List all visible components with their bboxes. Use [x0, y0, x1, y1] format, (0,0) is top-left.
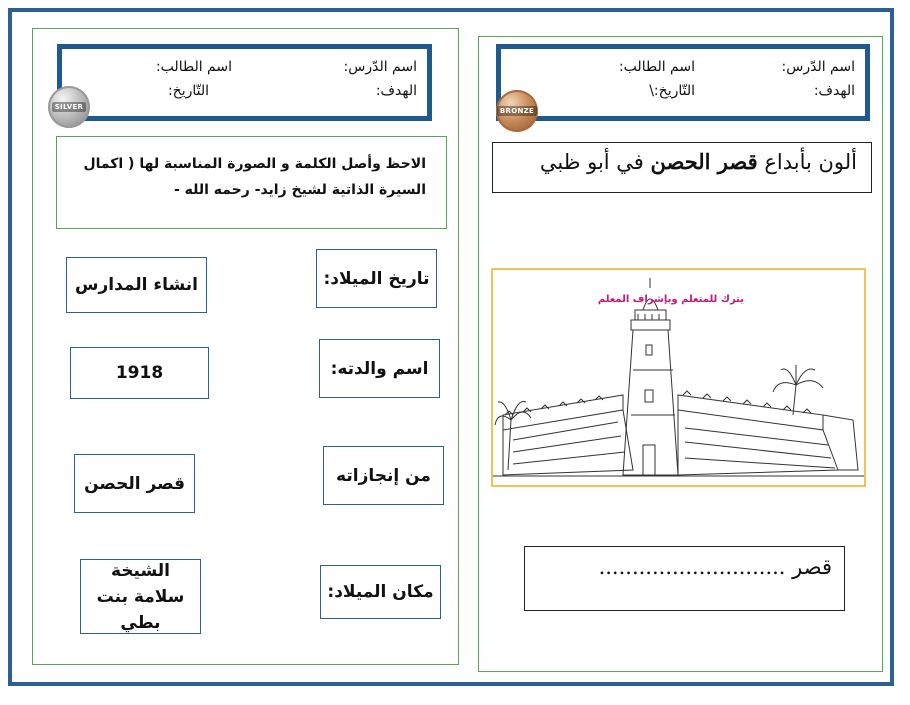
question-card-mother-name[interactable]: [319, 339, 440, 398]
answer-card-fort[interactable]: [74, 454, 195, 513]
answer-fill-box[interactable]: [524, 546, 845, 611]
question-text: اسم والدته:: [330, 358, 429, 379]
answer-card-year[interactable]: [70, 347, 209, 399]
goal-label: الهدف:: [813, 83, 855, 99]
question-text: تاريخ الميلاد:: [323, 268, 430, 289]
question-card-birth-place[interactable]: [320, 565, 441, 619]
date-label: التّاريخ:: [167, 83, 209, 99]
silver-medal-icon: SILVER: [48, 86, 90, 128]
question-text: من إنجازاته: [336, 465, 431, 486]
instruction-box: [56, 136, 447, 229]
title-suffix: في أبو ظبي: [539, 150, 651, 174]
coloring-title-box: [492, 142, 872, 193]
lesson-name-label: اسم الدّرس:: [781, 59, 855, 75]
question-text: مكان الميلاد:: [327, 582, 434, 602]
answer-text: الشيخة سلامة بنت بطي: [96, 560, 185, 633]
student-name-label: اسم الطالب:: [155, 59, 232, 75]
bronze-medal-icon: BRONZE: [496, 90, 538, 132]
title-bold-fort: قصر الحصن: [650, 149, 758, 174]
answer-card-mother[interactable]: [80, 559, 201, 634]
date-label: التّاريخ:\: [649, 83, 695, 99]
answer-fill-text: قصر ............................: [598, 555, 832, 579]
answer-text: انشاء المدارس: [75, 275, 199, 295]
lesson-name-label: اسم الدّرس:: [343, 59, 417, 75]
answer-card-schools[interactable]: [66, 257, 207, 313]
instruction-text: الاحظ وأصل الكلمة و الصورة المناسبة لها ( اكمال السيرة الذاتية لشيخ زايد- رحمه الله -: [83, 156, 426, 198]
left-header-box: [57, 44, 432, 121]
question-card-birth-date[interactable]: [316, 249, 437, 308]
fort-coloring-image: [491, 268, 866, 487]
student-name-label: اسم الطالب:: [618, 59, 695, 75]
image-caption: يترك للمتعلم وبإشراف المعلم: [597, 294, 744, 305]
question-card-achievements[interactable]: [323, 446, 444, 505]
answer-text: 1918: [115, 363, 164, 383]
goal-label: الهدف:: [375, 83, 417, 99]
title-prefix: ألون بأبداع: [757, 150, 857, 174]
right-header-box: [496, 44, 870, 121]
answer-text: قصر الحصن: [84, 473, 185, 494]
